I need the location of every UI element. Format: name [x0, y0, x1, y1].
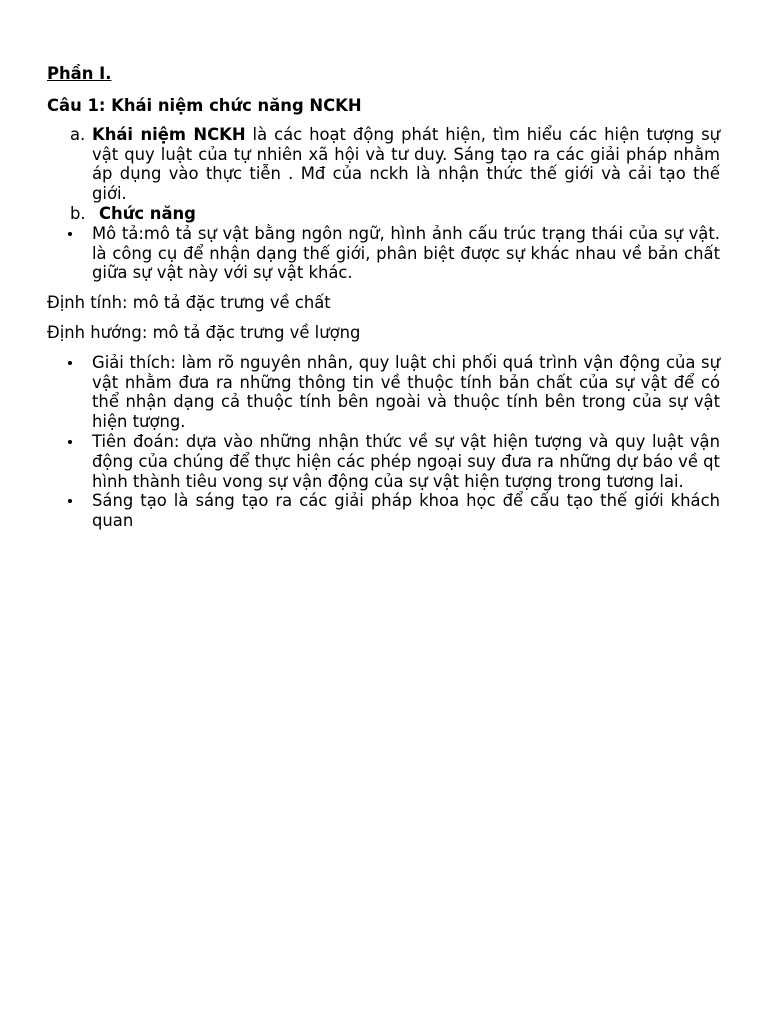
bullet-dot-icon — [68, 232, 72, 236]
bullet-text: Tiên đoán: dựa vào những nhận thức về sự vật hiện tượng và quy luật vận động của chúng để thực hiện các phép ngoại suy đưa ra những dự báo về qt hình thành tiêu vong sự vận động của sự vật hiện tượng trong tương lai. — [92, 431, 720, 491]
alpha-list — [47, 125, 720, 224]
list-marker-a: a. — [70, 124, 86, 144]
bullet-text: Giải thích: làm rõ nguyên nhân, quy luật chi phối quá trình vận động của sự vật nhằm đưa ra những thông tin về thuộc tính bản chất của sự vật để có thể nhận dạng cả thuộc tính bên ngoài và thuộc tính bên trong của sự vật hiện tượng. — [92, 352, 720, 432]
bullet-dot-icon — [68, 361, 72, 365]
bullet-text: Mô tả:mô tả sự vật bằng ngôn ngữ, hình ảnh cấu trúc trạng thái của sự vật. là công cụ để nhận dạng thế giới, phân biệt được sự khác nhau về bản chất giữa sự vật này với sự vật khác. — [92, 223, 720, 283]
bullet-dot-icon — [68, 499, 72, 503]
document-page — [47, 64, 720, 531]
list-item — [47, 432, 720, 491]
bullet-list-functions — [47, 353, 720, 531]
list-item — [47, 353, 720, 432]
list-item-b — [47, 204, 720, 224]
dinh-huong-line: Định hướng: mô tả đặc trưng về lượng — [47, 322, 361, 342]
list-item-a — [47, 125, 720, 204]
question-heading: Câu 1: Khái niệm chức năng NCKH — [47, 96, 362, 115]
part-heading: Phần I. — [47, 64, 112, 83]
term-chuc-nang: Chức năng — [99, 203, 196, 223]
definition-text: là các hoạt động phát hiện, tìm hiểu các hiện tượng sự vật quy luật của tự nhiên xã hội và tư duy. Sáng tạo ra các giải pháp nhằm áp dụng vào thực tiễn . Mđ của nckh là nhận thức thế giới và cải tạo thế giới. — [92, 124, 721, 204]
list-item — [47, 491, 720, 531]
bullet-list-mota — [47, 224, 720, 283]
list-marker-b: b. — [70, 203, 86, 223]
list-item — [47, 224, 720, 283]
bullet-dot-icon — [68, 440, 72, 444]
term-khai-niem-nckh: Khái niệm NCKH — [92, 124, 246, 144]
bullet-text: Sáng tạo là sáng tạo ra các giải pháp khoa học để cấu tạo thế giới khách quan — [92, 491, 720, 531]
dinh-tinh-line: Định tính: mô tả đặc trưng về chất — [47, 293, 331, 313]
